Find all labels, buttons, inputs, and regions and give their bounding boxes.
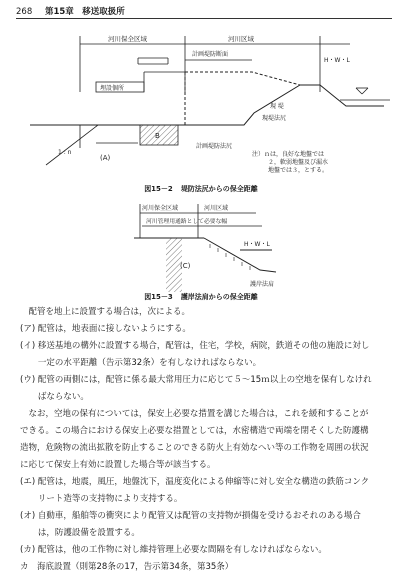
- figure1-title: 堤防法尻からの保全距離: [180, 185, 258, 193]
- river-protection-zone-label: 河川保全区域: [108, 35, 147, 43]
- list-marker: (カ): [20, 545, 36, 555]
- section-heading: [20, 559, 372, 576]
- list-item-text: 配管は，他の工作物に対し維持管理上必要な間隔を有しなければならない。: [37, 545, 327, 555]
- list-item-text: 配管の両側には，配管に係る最大常用圧力に応じて５～15ｍ以上の空地を保有しなければならない。: [37, 375, 372, 402]
- list-marker: (イ): [20, 341, 36, 351]
- levee-cross-section-diagram: [0, 30, 410, 178]
- list-item: [20, 372, 372, 406]
- section-b-label: B: [155, 132, 160, 140]
- list-marker: (ウ): [20, 375, 36, 385]
- hwl-label: H・W・L: [324, 57, 350, 64]
- revetment-cross-section-diagram: [0, 200, 410, 292]
- management-road-width-label: 河川管理用通路として必要な幅: [146, 219, 228, 225]
- page-header: [16, 5, 125, 17]
- figure2-number: 図15－3: [144, 293, 173, 301]
- figure2-title: 護岸法肩からの保全距離: [180, 293, 258, 301]
- list-item-text: 配管は，地表面に接しないようにする。: [37, 324, 191, 334]
- list-item: [20, 321, 372, 338]
- figure-revetment-distance: [0, 200, 410, 292]
- planned-levee-toe-label: 計画堤防法尻: [196, 143, 233, 150]
- intro-paragraph: 配管を地上に設置する場合は，次による。: [28, 307, 191, 317]
- fig2-river-zone-label: 河川区域: [204, 205, 229, 212]
- note-paragraph: なお，空地の保有については，保安上必要な措置を講じた場合は，これを緩和することができる。この場合における保安上必要な措置としては，水密構造で両端を閉そくした防護構造物，危険物の流出拡散を防止することのできる防火上有効なへい等の工作物を周囲の状況に応じて保安上有効に設置した場合等が該当する。: [20, 409, 369, 470]
- section-heading-text: 海底設置（則第28条の17，告示第34条，第35条）: [37, 562, 234, 572]
- revetment-shoulder-label: 護岸法肩: [250, 281, 275, 288]
- chapter-title: 第15章 移送取扱所: [44, 7, 125, 17]
- list-item-text: 配管は，地震，風圧，地盤沈下，温度変化による伸縮等に対し安全な構造の鉄筋コンクリート造等の支持物により支持する。: [37, 477, 370, 504]
- header-rule: [16, 18, 392, 19]
- planned-levee-section-label: 計画堤防断面: [192, 51, 229, 58]
- existing-levee-toe-label: 現堤法尻: [262, 115, 287, 122]
- page-number: 268: [16, 7, 33, 17]
- list-item-text: 移送基地の構外に設置する場合，配管は，住宅，学校，病院，鉄道その他の施設に対し一定の水平距離（告示第32条）を有しなければならない。: [37, 341, 370, 368]
- section-a-label: (A): [100, 154, 111, 162]
- fig2-river-protection-zone-label: 河川保全区域: [142, 205, 179, 212]
- figure-levee-toe-distance: [0, 30, 410, 178]
- existing-levee-label: 現 堤: [270, 103, 284, 110]
- list-marker: (ア): [20, 324, 36, 334]
- figure2-caption: [0, 292, 410, 302]
- river-zone-label: 河川区域: [228, 35, 254, 43]
- buried-location-label: 埋設個所: [100, 85, 125, 92]
- figure1-number: 図15－2: [144, 185, 173, 193]
- list-marker: (オ): [20, 511, 36, 521]
- figure1-caption: [0, 184, 410, 194]
- list-item: [20, 338, 372, 372]
- list-marker: (エ): [20, 477, 36, 487]
- note-line-2: ２，軟弱地盤及び漏水: [268, 159, 329, 166]
- list-item: [20, 542, 372, 559]
- section-marker: カ: [20, 562, 29, 572]
- list-item: [20, 474, 372, 508]
- fig2-hwl-label: H・W・L: [244, 241, 270, 248]
- body-text: [20, 304, 372, 576]
- note-line-3: 地盤では３，とする。: [268, 167, 329, 174]
- slope-ratio-label: 1 : n: [58, 149, 72, 156]
- list-item-text: 自動車，船舶等の衝突により配管又は配管の支持物が損傷を受けるおそれのある場合は，防護設備を設置する。: [37, 511, 361, 538]
- note-line-1: 注）ｎは，良好な地盤では: [252, 151, 325, 158]
- list-item: [20, 508, 372, 542]
- section-c-label: (C): [180, 262, 191, 270]
